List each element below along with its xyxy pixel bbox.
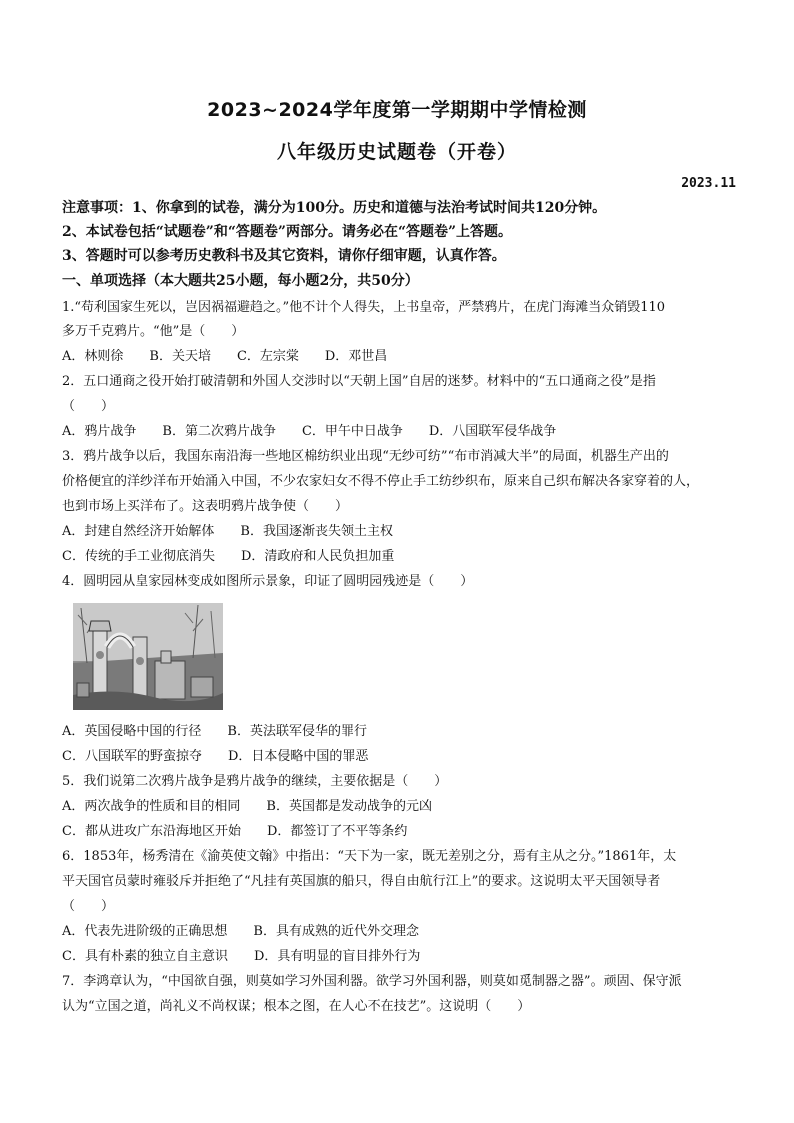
exam-title: 2023~2024学年度第一学期期中学情检测	[207, 99, 587, 121]
question-1-options: A．林则徐 B．关天培 C．左宗棠 D．邓世昌	[62, 349, 388, 364]
question-2-options: A．鸦片战争 B．第二次鸦片战争 C．甲午中日战争 D．八国联军侵华战争	[62, 424, 557, 439]
question-3-options-cd: C．传统的手工业彻底消失 D．清政府和人民负担加重	[62, 549, 395, 564]
question-4-options-cd: C．八国联军的野蛮掠夺 D．日本侵略中国的罪恶	[62, 749, 369, 764]
question-6-stem-cont: 平天国官员蒙时雍驳斥并拒绝了“凡挂有英国旗的船只，得自由航行江上”的要求。这说明太平天国领导者	[62, 874, 661, 889]
exam-date: 2023.11	[681, 176, 736, 191]
question-6-stem-end: （ ）	[62, 899, 115, 914]
question-6-options-cd: C．具有朴素的独立自主意识 D．具有明显的盲目排外行为	[62, 949, 421, 964]
notice-line-2: 2、本试卷包括“试题卷”和“答题卷”两部分。请务必在“答题卷”上答题。	[62, 224, 513, 240]
exam-subtitle: 八年级历史试题卷（开卷）	[276, 141, 517, 163]
yuanmingyuan-ruins-image	[73, 603, 223, 710]
section-heading: 一、单项选择（本大题共25小题，每小题2分，共50分）	[62, 273, 419, 289]
question-4-stem: 4．圆明园从皇家园林变成如图所示景象，印证了圆明园残迹是（ ）	[62, 574, 474, 589]
question-5-options-cd: C．都从进攻广东沿海地区开始 D．都签订了不平等条约	[62, 824, 408, 839]
question-2-stem-cont: （ ）	[62, 399, 115, 414]
question-2-stem: 2．五口通商之役开始打破清朝和外国人交涉时以“天朝上国”自居的迷梦。材料中的“五口通商之役”是指	[62, 374, 656, 389]
question-3-options-ab: A．封建自然经济开始解体 B．我国逐渐丧失领土主权	[62, 524, 393, 539]
question-3-stem: 3．鸦片战争以后，我国东南沿海一些地区棉纺织业出现“无纱可纺”“布市消减大半”的局面，机器生产出的	[62, 449, 669, 464]
question-5-options-ab: A．两次战争的性质和目的相同 B．英国都是发动战争的元凶	[62, 799, 432, 814]
notice-line-1: 注意事项：1、你拿到的试卷，满分为100分。历史和道德与法治考试时间共120分钟。	[62, 200, 607, 216]
question-3-stem-cont: 价格便宜的洋纱洋布开始涌入中国，不少农家妇女不得不停止手工纺纱织布，原来自己织布解决各家穿着的人，	[62, 474, 700, 489]
question-1-stem-cont: 多万千克鸦片。“他”是（ ）	[62, 324, 245, 339]
question-4-options-ab: A．英国侵略中国的行径 B．英法联军侵华的罪行	[62, 724, 367, 739]
ruins-illustration	[73, 603, 223, 710]
question-7-stem: 7．李鸿章认为，“中国欲自强，则莫如学习外国利器。欲学习外国利器，则莫如觅制器之器”。顽固、保守派	[62, 974, 682, 989]
question-7-stem-cont: 认为“立国之道，尚礼义不尚权谋；根本之图，在人心不在技艺”。这说明（ ）	[62, 999, 531, 1014]
question-6-stem: 6．1853年，杨秀清在《渝英使文翰》中指出：“天下为一家，既无差别之分，焉有主从之分。”1861年，太	[62, 849, 677, 864]
question-1-stem: 1.“苟利国家生死以，岂因祸福避趋之。”他不计个人得失，上书皇帝，严禁鸦片，在虎门海滩当众销毁110	[62, 300, 666, 315]
question-5-stem: 5．我们说第二次鸦片战争是鸦片战争的继续，主要依据是（ ）	[62, 774, 448, 789]
question-6-options-ab: A．代表先进阶级的正确思想 B．具有成熟的近代外交理念	[62, 924, 419, 939]
question-3-stem-end: 也到市场上买洋布了。这表明鸦片战争使（ ）	[62, 499, 349, 514]
notice-line-3: 3、答题时可以参考历史教科书及其它资料，请你仔细审题，认真作答。	[62, 248, 506, 264]
